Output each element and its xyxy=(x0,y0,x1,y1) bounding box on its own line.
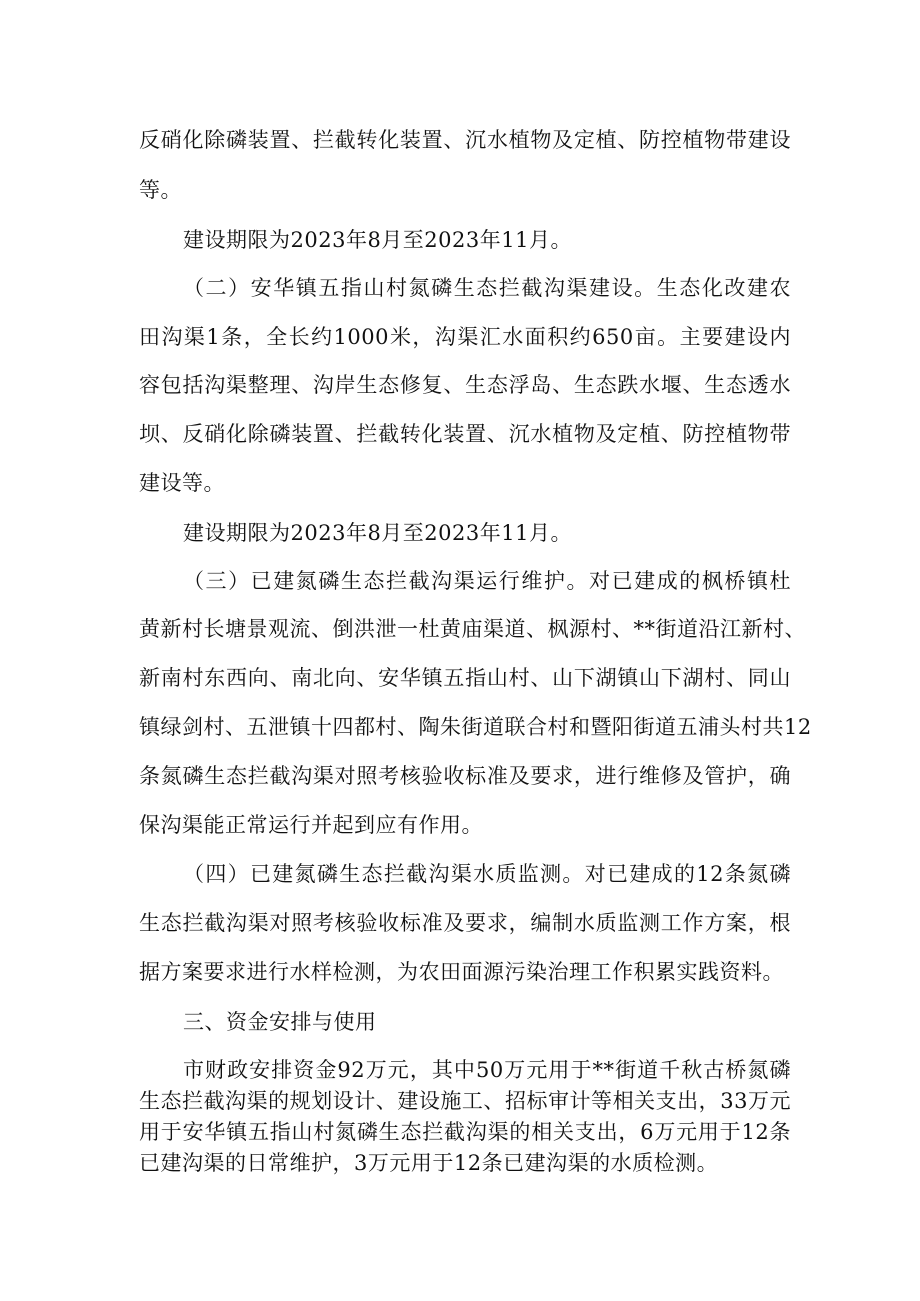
paragraph-line: 据方案要求进行水样检测，为农田面源污染治理工作积累实践资料。 xyxy=(139,960,784,984)
paragraph-line: 田沟渠1条，全长约1000米，沟渠汇水面积约650亩。主要建设内 xyxy=(139,325,791,349)
paragraph-line: 建设等。 xyxy=(139,471,225,495)
paragraph-line: 市财政安排资金92万元，其中50万元用于**街道千秋古桥氮磷 xyxy=(183,1058,791,1082)
paragraph-line: 坝、反硝化除磷装置、拦截转化装置、沉水植物及定植、防控植物带 xyxy=(139,422,791,446)
section-heading-line: （二）安华镇五指山村氮磷生态拦截沟渠建设。生态化改建农 xyxy=(183,276,791,300)
paragraph-line: 镇绿剑村、五泄镇十四都村、陶朱街道联合村和暨阳街道五浦头村共12 xyxy=(139,715,812,739)
paragraph-line: 等。 xyxy=(139,178,182,202)
paragraph-line: 建设期限为2023年8月至2023年11月。 xyxy=(183,521,572,545)
paragraph-line: 新南村东西向、南北向、安华镇五指山村、山下湖镇山下湖村、同山 xyxy=(139,666,791,690)
paragraph-line: 生态拦截沟渠对照考核验收标准及要求，编制水质监测工作方案，根 xyxy=(139,911,791,935)
paragraph-line: 条氮磷生态拦截沟渠对照考核验收标准及要求，进行维修及管护，确 xyxy=(139,764,791,788)
paragraph-line: 建设期限为2023年8月至2023年11月。 xyxy=(183,228,572,252)
paragraph-line: 已建沟渠的日常维护，3万元用于12条已建沟渠的水质检测。 xyxy=(139,1151,719,1175)
paragraph-line: 黄新村长塘景观流、倒洪泄一杜黄庙渠道、枫源村、**街道沿江新村、 xyxy=(139,617,806,641)
paragraph-line: 容包括沟渠整理、沟岸生态修复、生态浮岛、生态跌水堰、生态透水 xyxy=(139,373,791,397)
paragraph-line: 反硝化除磷装置、拦截转化装置、沉水植物及定植、防控植物带建设 xyxy=(139,128,791,152)
section-heading-line: （三）已建氮磷生态拦截沟渠运行维护。对已建成的枫桥镇杜 xyxy=(183,569,791,593)
paragraph-line: 生态拦截沟渠的规划设计、建设施工、招标审计等相关支出，33万元 xyxy=(139,1089,791,1113)
section-heading-line: （四）已建氮磷生态拦截沟渠水质监测。对已建成的12条氮磷 xyxy=(183,862,791,886)
section-heading: 三、资金安排与使用 xyxy=(183,1010,377,1034)
paragraph-line: 用于安华镇五指山村氮磷生态拦截沟渠的相关支出，6万元用于12条 xyxy=(139,1120,791,1144)
paragraph-line: 保沟渠能正常运行并起到应有作用。 xyxy=(139,813,483,837)
